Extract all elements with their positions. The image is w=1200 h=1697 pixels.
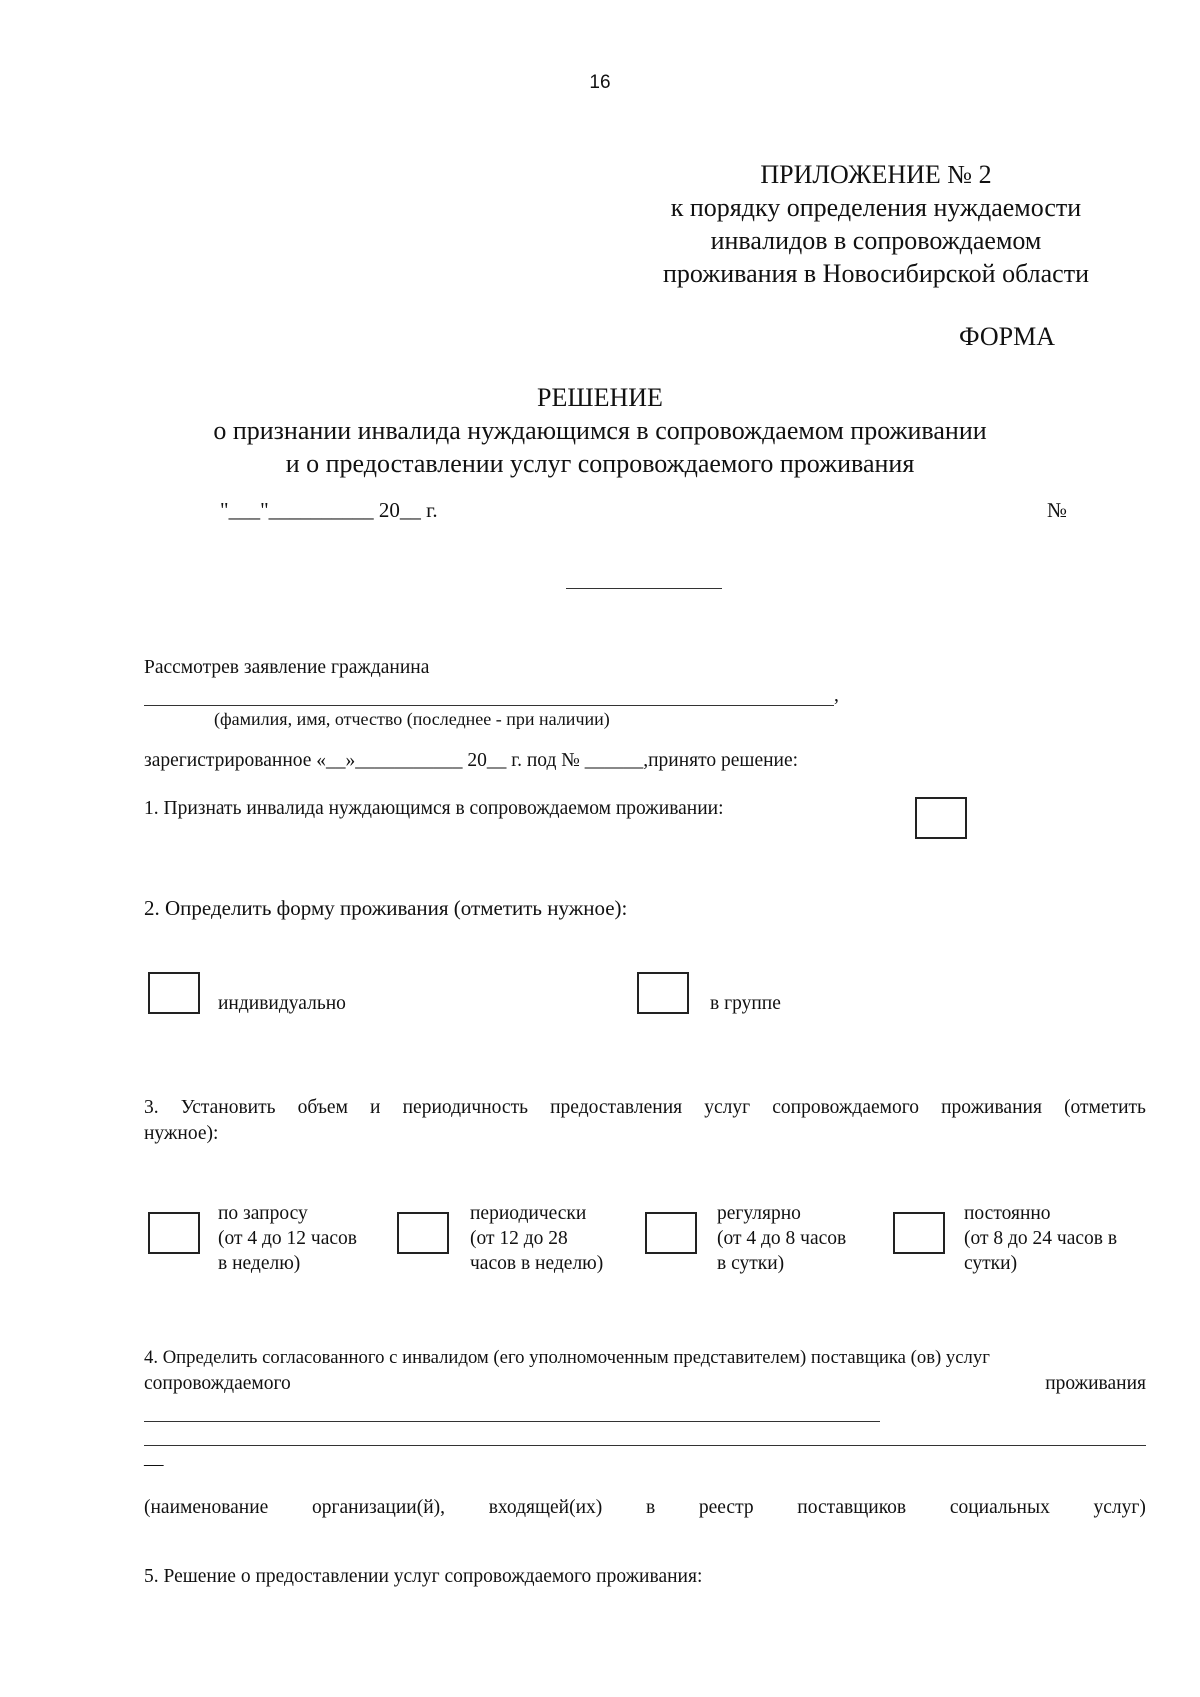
org-caption-word: организации(й), [312,1497,446,1518]
supplier-dash: — [144,1454,164,1475]
group-checkbox[interactable] [637,972,689,1014]
org-caption-word: услуг) [1093,1497,1146,1518]
item-3-word: 3. [144,1097,159,1118]
item-4-text-left: сопровождаемого [144,1373,291,1394]
name-caption: (фамилия, имя, отчество (последнее - при наличии) [214,709,610,729]
item-3-word: услуг [704,1097,751,1118]
option-line: в сутки) [717,1253,785,1274]
option-line: (от 4 до 12 часов [218,1228,358,1249]
document-subtitle-1: о признании инвалида нуждающимся в сопровождаемом проживании [213,416,987,445]
appendix-title: ПРИЛОЖЕНИЕ № 2 [760,160,992,189]
group-label: в группе [710,993,781,1014]
item-3-word: Установить [180,1097,276,1118]
option-line: по запросу [218,1203,308,1224]
individual-label: индивидуально [218,993,346,1014]
item-2-text: 2. Определить форму проживания (отметить нужное): [144,896,628,920]
supplier-line-2 [144,1445,1146,1446]
option-line: постоянно [964,1203,1051,1224]
item-5-text: 5. Решение о предоставлении услуг сопровождаемого проживания: [144,1566,703,1587]
item-3-word: (отметить [1064,1097,1146,1118]
org-caption-word: в [645,1497,656,1518]
regular-label [717,1201,846,1276]
item-1-checkbox[interactable] [915,797,967,839]
regular-checkbox[interactable] [645,1212,697,1254]
permanent-checkbox[interactable] [893,1212,945,1254]
document-title: РЕШЕНИЕ [537,383,663,412]
option-line: (от 12 до 28 [470,1228,568,1249]
item-3-word: периодичность [402,1097,528,1118]
appendix-line-4: проживания в Новосибирской области [663,259,1089,288]
item-3-word: и [370,1097,381,1118]
org-caption [144,1497,1146,1519]
supplier-line-1 [144,1421,880,1422]
option-line: регулярно [717,1203,801,1224]
item-1-text: 1. Признать инвалида нуждающимся в сопровождаемом проживании: [144,798,724,819]
name-comma: , [834,685,839,706]
item-3-word: предоставления [550,1097,683,1118]
date-field: "___"__________ 20__ г. [220,498,438,522]
org-caption-word: входящей(их) [488,1497,603,1518]
periodic-checkbox[interactable] [397,1212,449,1254]
item-3-word: сопровождаемого [772,1097,919,1118]
on-request-checkbox[interactable] [148,1212,200,1254]
item-3-text [144,1097,1146,1119]
option-line: периодически [470,1203,587,1224]
appendix-line-2: к порядку определения нуждаемости [670,193,1082,222]
option-line: (от 4 до 8 часов [717,1228,847,1249]
item-3-text-line-2: нужное): [144,1123,219,1144]
org-caption-word: поставщиков [797,1497,907,1518]
org-caption-word: реестр [698,1497,754,1518]
document-subtitle-2: и о предоставлении услуг сопровождаемого проживания [285,449,915,478]
page-number: 16 [589,72,611,93]
item-4-text: 4. Определить согласованного с инвалидом (его уполномоченным представителем) поставщика (ов) услуг [144,1347,990,1368]
option-line: (от 8 до 24 часов в [964,1228,1118,1249]
option-line: сутки) [964,1253,1018,1274]
option-line: часов в неделю) [470,1253,604,1274]
appendix-line-3: инвалидов в сопровождаемом [710,226,1042,255]
org-caption-word: социальных [949,1497,1050,1518]
org-caption-word: (наименование [144,1497,269,1518]
applicant-name-line [144,705,834,706]
form-label: ФОРМА [959,322,1055,351]
option-line: в неделю) [218,1253,301,1274]
on-request-label [218,1201,357,1276]
item-3-word: проживания [941,1097,1042,1118]
item-4-text-right: проживания [1045,1373,1146,1394]
item-3-word: объем [297,1097,348,1118]
number-field-line [566,588,722,589]
periodic-label [470,1201,603,1276]
considering-text: Рассмотрев заявление гражданина [144,657,430,678]
registration-line: зарегистрированное «__»___________ 20__ г. под № ______,принято решение: [144,750,799,771]
permanent-label [964,1201,1117,1276]
individual-checkbox[interactable] [148,972,200,1014]
number-label: № [1047,498,1068,522]
